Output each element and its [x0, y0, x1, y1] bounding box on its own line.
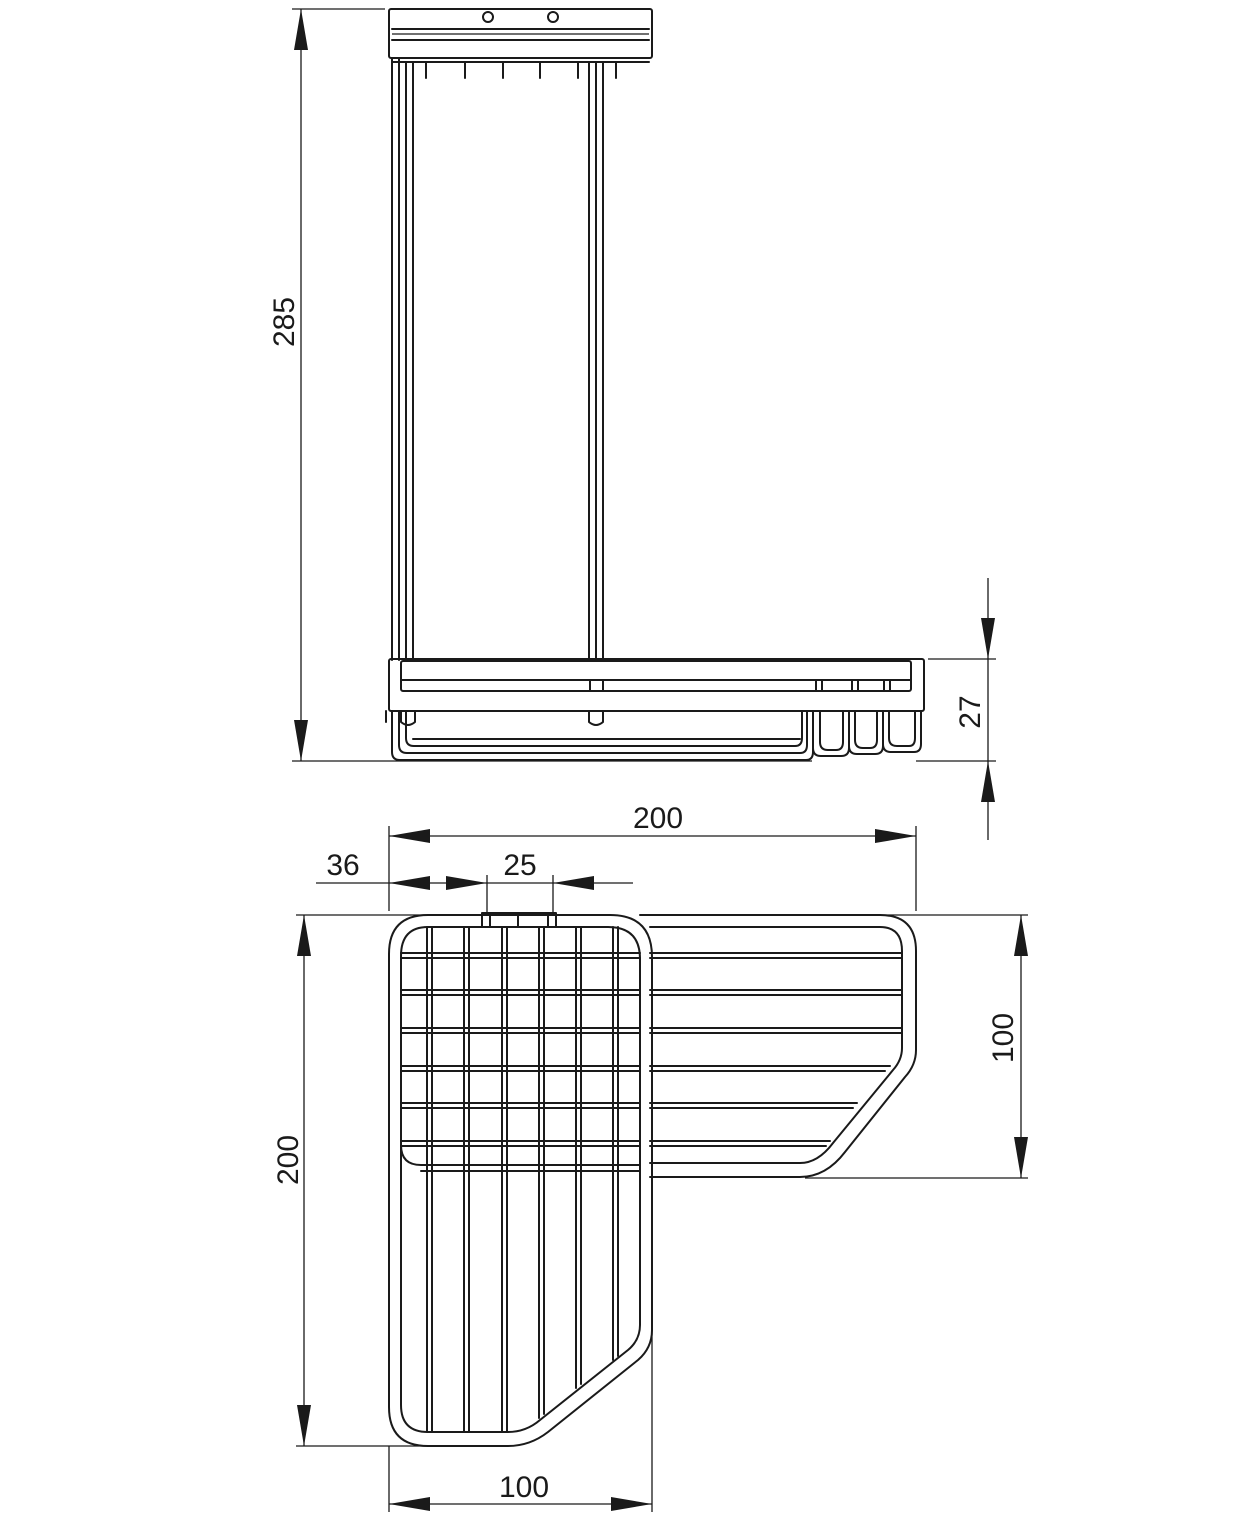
dim-label-100-right: 100: [987, 1012, 1020, 1064]
right-wing-wires: [650, 953, 902, 1146]
shelf-marks: [590, 680, 890, 691]
bolt-icon: [589, 711, 603, 725]
hook-row: [392, 62, 649, 78]
dim-label-100-bottom: 100: [498, 1471, 550, 1504]
bolt-icon: [401, 711, 415, 725]
main-basket-vertical-wires: [427, 927, 618, 1432]
dim-label-285: 285: [268, 296, 301, 348]
dim-label-25: 25: [503, 849, 537, 882]
mounting-hole-icon: [548, 12, 558, 22]
dim-label-200-side: 200: [272, 1134, 305, 1186]
dim-label-27: 27: [954, 695, 987, 729]
basket-loop: [889, 711, 915, 746]
shelf-frame: [389, 659, 924, 711]
basket-loop: [855, 711, 877, 748]
main-basket-inner: [401, 927, 640, 1432]
dimension-27: [916, 578, 996, 840]
basket-rail: [401, 1145, 640, 1165]
dim-label-36: 36: [326, 849, 360, 882]
dim-label-200-top: 200: [632, 802, 684, 835]
mounting-hole-icon: [483, 12, 493, 22]
right-wing-outline: [640, 915, 916, 1177]
main-basket-horizontal-wires: [401, 953, 640, 1146]
dimension-285: [268, 9, 812, 761]
shelf-rim: [401, 661, 911, 691]
bolt-icon: [386, 711, 392, 722]
side-elevation-view: [386, 9, 924, 760]
dimension-200-horizontal: [389, 802, 916, 911]
dimension-36-25: [316, 849, 633, 913]
basket-loop: [820, 711, 843, 750]
